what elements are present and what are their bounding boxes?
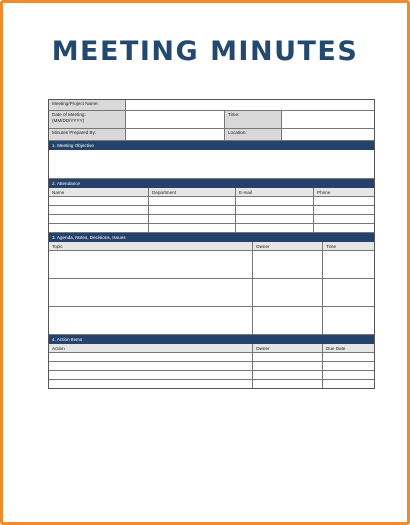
action-cell[interactable] xyxy=(323,380,374,388)
attendance-cell[interactable] xyxy=(49,206,149,214)
agenda-col-owner: Owner xyxy=(253,242,323,250)
attendance-cell[interactable] xyxy=(314,197,374,205)
action-cell[interactable] xyxy=(253,371,323,379)
attendance-cell[interactable] xyxy=(149,197,236,205)
attendance-cell[interactable] xyxy=(236,197,314,205)
section-actions-header: 4. Action Items xyxy=(49,335,374,344)
action-cell[interactable] xyxy=(323,362,374,370)
agenda-header-row xyxy=(49,242,374,251)
attendance-cell[interactable] xyxy=(314,206,374,214)
date-field[interactable] xyxy=(126,111,225,128)
location-label: Location: xyxy=(225,129,282,140)
location-field[interactable] xyxy=(282,129,374,140)
agenda-cell[interactable] xyxy=(323,279,374,306)
prepared-by-label: Minutes Prepared By: xyxy=(49,129,126,140)
agenda-cell[interactable] xyxy=(49,251,253,278)
attendance-cell[interactable] xyxy=(236,224,314,232)
attendance-cell[interactable] xyxy=(49,224,149,232)
action-cell[interactable] xyxy=(323,353,374,361)
action-cell[interactable] xyxy=(49,353,253,361)
attendance-header-row xyxy=(49,188,374,197)
date-label-text: Date of Meeting: xyxy=(52,112,86,117)
attendance-cell[interactable] xyxy=(49,215,149,223)
agenda-cell[interactable] xyxy=(49,279,253,306)
action-header-row xyxy=(49,344,374,353)
agenda-row xyxy=(49,307,374,335)
action-cell[interactable] xyxy=(253,362,323,370)
agenda-row xyxy=(49,279,374,307)
action-col-action: Action xyxy=(49,344,253,352)
action-col-owner: Owner xyxy=(253,344,323,352)
attendance-cell[interactable] xyxy=(149,206,236,214)
agenda-cell[interactable] xyxy=(323,251,374,278)
project-name-field[interactable] xyxy=(126,100,374,110)
agenda-col-topic: Topic xyxy=(49,242,253,250)
prepared-location-row xyxy=(49,129,374,141)
attendance-col-email: E-mail xyxy=(236,188,314,196)
date-time-row xyxy=(49,111,374,129)
action-row xyxy=(49,353,374,362)
attendance-cell[interactable] xyxy=(236,215,314,223)
time-label: Time: xyxy=(225,111,282,128)
agenda-cell[interactable] xyxy=(49,307,253,334)
agenda-cell[interactable] xyxy=(253,279,323,306)
date-format-text: (MM/DD/YYYY) xyxy=(52,117,85,123)
project-name-label: Meeting/Project Name: xyxy=(49,100,126,110)
action-cell[interactable] xyxy=(253,353,323,361)
attendance-col-department: Department xyxy=(149,188,236,196)
section-attendance-header: 2. Attendance xyxy=(49,179,374,188)
attendance-row xyxy=(49,224,374,233)
action-cell[interactable] xyxy=(323,371,374,379)
objective-field[interactable] xyxy=(49,150,374,179)
agenda-col-time: Time xyxy=(326,244,337,249)
action-row xyxy=(49,380,374,388)
time-field[interactable] xyxy=(282,111,374,128)
date-label xyxy=(49,111,126,128)
agenda-cell[interactable] xyxy=(253,307,323,334)
agenda-row xyxy=(49,251,374,279)
section-objective-header: 1. Meeting Objective xyxy=(49,141,374,150)
attendance-cell[interactable] xyxy=(149,215,236,223)
action-cell[interactable] xyxy=(49,362,253,370)
agenda-cell[interactable] xyxy=(323,307,374,334)
document-title: MEETING MINUTES xyxy=(51,36,359,67)
action-cell[interactable] xyxy=(49,371,253,379)
attendance-col-name: Name xyxy=(49,188,149,196)
meeting-minutes-form xyxy=(48,99,375,389)
attendance-row xyxy=(49,206,374,215)
prepared-by-field[interactable] xyxy=(126,129,225,140)
attendance-cell[interactable] xyxy=(314,215,374,223)
action-col-due-date: Due Date xyxy=(326,346,346,351)
project-row xyxy=(49,100,374,111)
action-row xyxy=(49,371,374,380)
attendance-row xyxy=(49,197,374,206)
action-row xyxy=(49,362,374,371)
action-cell[interactable] xyxy=(49,380,253,388)
attendance-col-phone: Phone xyxy=(317,190,331,195)
action-cell[interactable] xyxy=(253,380,323,388)
agenda-cell[interactable] xyxy=(253,251,323,278)
attendance-cell[interactable] xyxy=(236,206,314,214)
attendance-cell[interactable] xyxy=(49,197,149,205)
attendance-cell[interactable] xyxy=(149,224,236,232)
section-agenda-header: 3. Agenda, Notes, Decisions, Issues xyxy=(49,233,374,242)
attendance-row xyxy=(49,215,374,224)
attendance-cell[interactable] xyxy=(314,224,374,232)
